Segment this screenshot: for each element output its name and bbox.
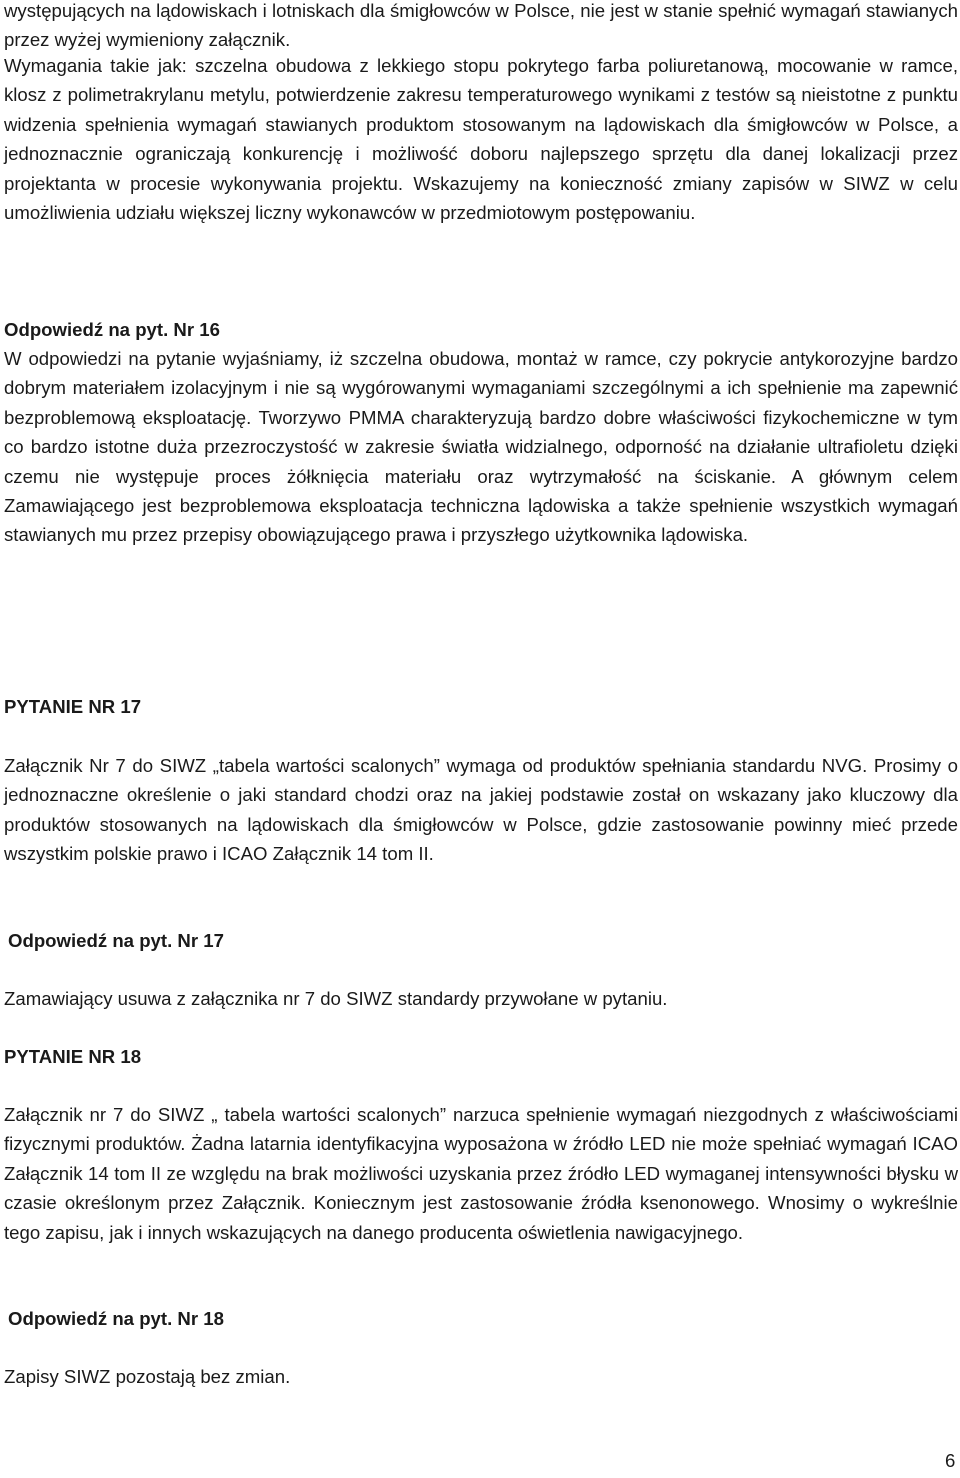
paragraph-question-18: Załącznik nr 7 do SIWZ „ tabela wartości scalonych” narzuca spełnienie wymagań niezgodnych z właściwościami fizycznymi produktów. Żadna latarnia identyfikacyjna wyposażona w źródło LED nie może spełniać wymagań ICAO Załącznik 14 tom II ze względu na brak możliwości uzyskania przez źródło LED wymaganej intensywności błysku w czasie określonym przez Załącznik. Koniecznym jest zastosowanie źródła ksenonowego. Wnosimy o wykreślnie tego zapisu, jak i innych wskazujących na danego producenta oświetlenia nawigacyjnego.: [4, 1104, 958, 1243]
heading-answer-16: Odpowiedź na pyt. Nr 16: [4, 319, 220, 340]
paragraph-answer-17: Zamawiający usuwa z załącznika nr 7 do SIWZ standardy przywołane w pytaniu.: [4, 988, 668, 1009]
paragraph-answer-18: Zapisy SIWZ pozostają bez zmian.: [4, 1366, 291, 1387]
heading-question-17: PYTANIE NR 17: [4, 696, 142, 717]
heading-answer-18: Odpowiedź na pyt. Nr 18: [8, 1308, 224, 1329]
page-number: 6: [945, 1450, 956, 1471]
paragraph-requirements: Wymagania takie jak: szczelna obudowa z lekkiego stopu pokrytego farba poliuretanową, mocowanie w ramce, klosz z polimetrakrylanu metylu, potwierdzenie zakresu temperaturowego wynikami z testów są nieistotne z punktu widzenia spełnienia wymagań stawianych produktom stosowanym na lądowiskach dla śmigłowców w Polsce, a jednoznacznie ograniczają konkurencję i możliwość doboru najlepszego sprzętu dla danej lokalizacji przez projektanta w procesie wykonywania projektu. Wskazujemy na konieczność zmiany zapisów w SIWZ w celu umożliwienia udziału większej liczny wykonawców w przedmiotowym postępowaniu.: [4, 55, 958, 224]
paragraph-intro: występujących na lądowiskach i lotniskach dla śmigłowców w Polsce, nie jest w stanie spełnić wymagań stawianych przez wyżej wymieniony załącznik.: [4, 0, 958, 51]
paragraph-question-17: Załącznik Nr 7 do SIWZ „tabela wartości scalonych” wymaga od produktów spełniania standardu NVG. Prosimy o jednoznaczne określenie o jaki standard chodzi oraz na jakiej podstawie został on wskazany jako kluczowy dla produktów stosowanych na lądowiskach dla śmigłowców w Polsce, gdzie zastosowanie powinny mieć przede wszystkim polskie prawo i ICAO Załącznik 14 tom II.: [4, 755, 958, 865]
heading-question-18: PYTANIE NR 18: [4, 1046, 142, 1067]
heading-answer-17: Odpowiedź na pyt. Nr 17: [8, 930, 224, 951]
paragraph-answer-16: W odpowiedzi na pytanie wyjaśniamy, iż szczelna obudowa, montaż w ramce, czy pokrycie antykorozyjne bardzo dobrym materiałem izolacyjnym i nie są wygórowanymi wymaganiami szczególnymi a ich spełnienie ma zapewnić bezproblemową eksploatację. Tworzywo PMMA charakteryzują bardzo dobre właściwości fizykochemiczne w tym co bardzo istotne duża przezroczystość w zakresie światła widzialnego, odporność na działanie ultrafioletu dzięki czemu nie występuje proces żółknięcia materiału oraz wytrzymałość na ściskanie. A głównym celem Zamawiającego jest bezproblemowa eksploatacja techniczna lądowiska a także spełnienie wszystkich wymagań stawianych mu przez przepisy obowiązującego prawa i przyszłego użytkownika lądowiska.: [4, 348, 958, 546]
